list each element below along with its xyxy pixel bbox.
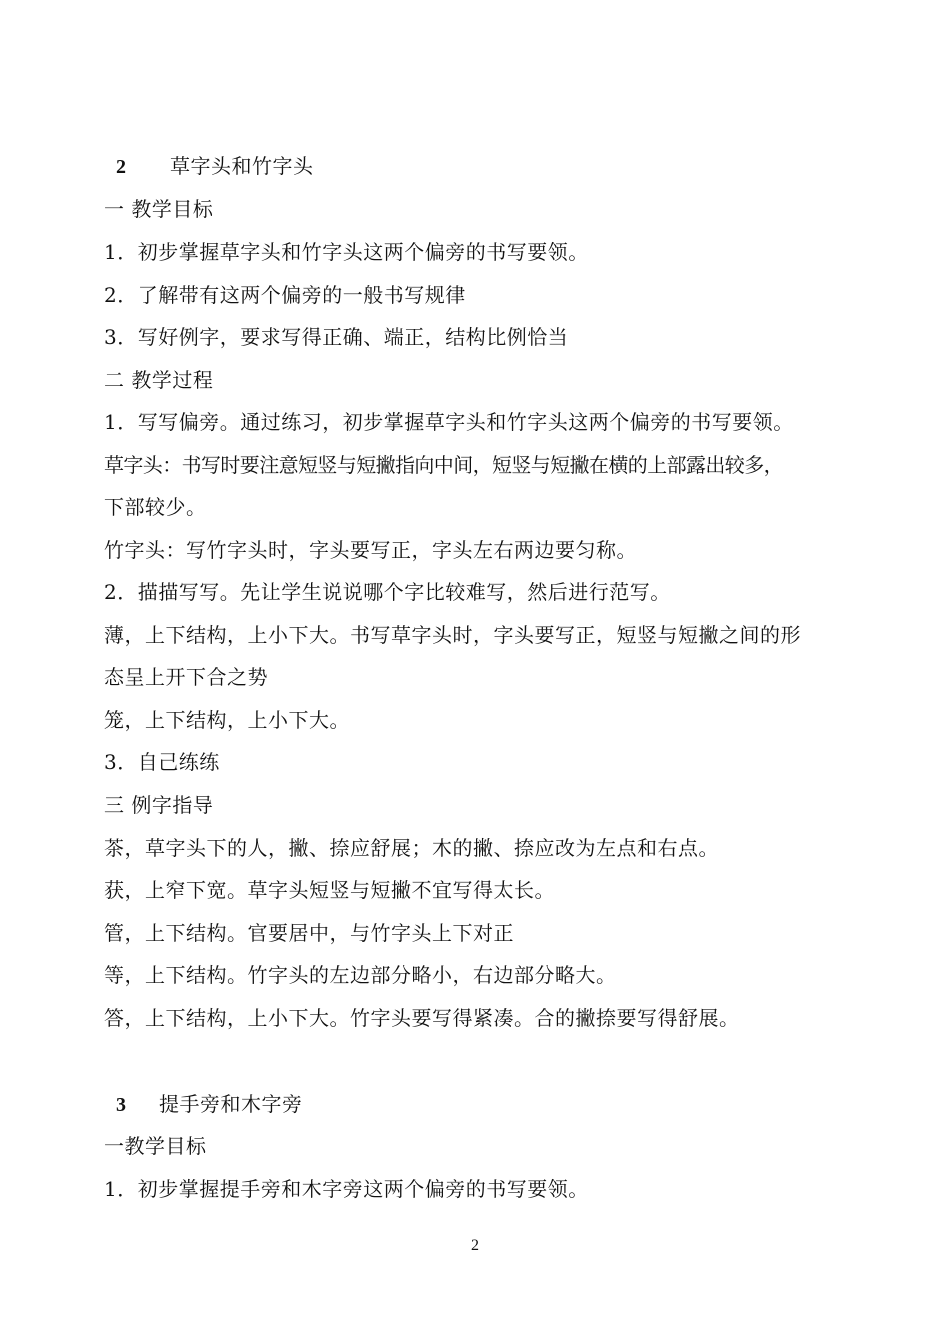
section-3-heading: [116, 1091, 303, 1118]
text-line: 薄，上下结构，上小下大。书写草字头时，字头要写正，短竖与短撇之间的形: [104, 623, 801, 647]
text-line: 管，上下结构。官要居中，与竹字头上下对正: [104, 921, 514, 945]
text-line: 三 例字指导: [104, 793, 214, 817]
text-line: 竹字头：写竹字头时，字头要写正，字头左右两边要匀称。: [104, 538, 637, 562]
text-line: 一 教学目标: [104, 197, 214, 221]
text-line: 二 教学过程: [104, 368, 214, 392]
text-line: 一教学目标: [104, 1134, 207, 1158]
section-title: 草字头和竹字头: [170, 154, 314, 178]
text-line: 笼，上下结构，上小下大。: [104, 708, 350, 732]
page-number: 2: [471, 1237, 479, 1254]
section-number: 2: [116, 156, 126, 178]
text-line: 态呈上开下合之势: [104, 665, 268, 689]
text-line: 1．写写偏旁。通过练习，初步掌握草字头和竹字头这两个偏旁的书写要领。: [104, 410, 794, 434]
section-number: 3: [116, 1094, 126, 1116]
text-line: 草字头：书写时要注意短竖与短撇指向中间，短竖与短撇在横的上部露出较多，: [104, 453, 783, 477]
text-line: 获，上窄下宽。草字头短竖与短撇不宜写得太长。: [104, 878, 555, 902]
section-2-heading: [116, 153, 314, 180]
text-line: 下部较少。: [104, 495, 207, 519]
text-line: 2．了解带有这两个偏旁的一般书写规律: [104, 283, 466, 307]
text-line: 等，上下结构。竹字头的左边部分略小，右边部分略大。: [104, 963, 617, 987]
text-line: 2．描描写写。先让学生说说哪个字比较难写，然后进行范写。: [104, 580, 671, 604]
text-line: 3．自己练练: [104, 750, 220, 774]
text-line: 3．写好例字，要求写得正确、端正，结构比例恰当: [104, 325, 569, 349]
section-title: 提手旁和木字旁: [159, 1092, 303, 1116]
text-line: 1．初步掌握草字头和竹字头这两个偏旁的书写要领。: [104, 240, 589, 264]
text-line: 1．初步掌握提手旁和木字旁这两个偏旁的书写要领。: [104, 1177, 589, 1201]
text-line: 茶，草字头下的人，撇、捺应舒展；木的撇、捺应改为左点和右点。: [104, 836, 719, 860]
text-line: 答，上下结构，上小下大。竹字头要写得紧凑。合的撇捺要写得舒展。: [104, 1006, 740, 1030]
